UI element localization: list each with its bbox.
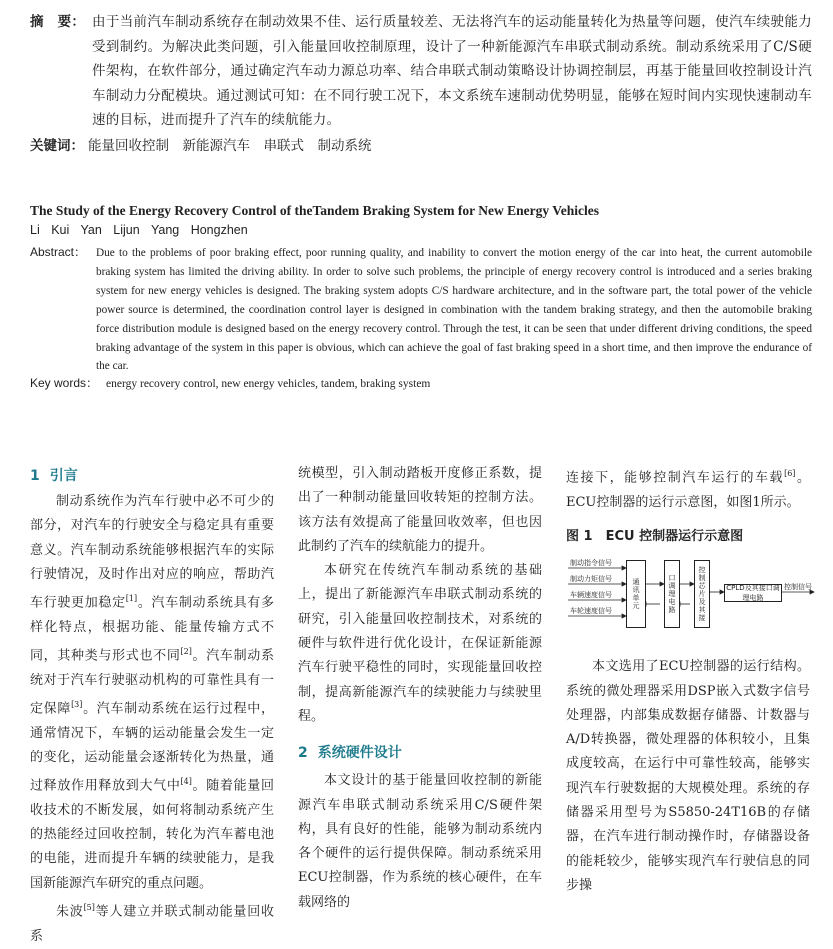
cn-abstract	[30, 10, 812, 133]
text-run: 。汽车制动系统对于汽车行驶驱动机构的可靠性具有一定保障	[30, 648, 274, 717]
text-run: 。随着能量回收技术的不断发展，如何将制动系统产生的热能经过回收控制，转化为汽车蓄电池的电能，进而提升车辆的续驶能力，是我国新能源汽车研究的重点问题。	[30, 778, 274, 891]
en-abstract-text: Due to the problems of poor braking effect, poor running quality, and inability to convert the motion energy of the car into heat, the current automobile braking system has limited the driving ability. In order to solve such problems, the principle of energy recovery control is introduced and a series braking system for new energy vehicles is designed. The braking system adopts C/S hardware architecture, and in the software part, the total power of the vehicle power source is determined, the coordination control layer is designed in combination with the tandem braking strategy, and then the automobile braking force distribution module is designed based on the energy recovery control. Through the test, it can be seen that under different driving conditions, the speed braking advantage of the system in this paper is obvious, which can achieve the goal of fast braking speed in a short time, and then improve the endurance of the car.	[96, 247, 812, 373]
citation: [2]	[180, 647, 192, 657]
section-2-title: 系统硬件设计	[317, 745, 402, 762]
en-abstract	[30, 243, 812, 376]
paragraph-continued	[566, 462, 810, 515]
paragraph-continued: 统模型，引入制动踏板开度修正系数，提出了一种制动能量回收转矩的控制方法。该方法有效提高了能量回收效率，但也因此制约了汽车的续航能力的提升。	[298, 466, 542, 554]
column-2	[298, 462, 542, 915]
cn-keywords-value: 能量回收控制 新能源汽车 串联式 制动系统	[88, 138, 372, 154]
figure-1-title: 图 1 ECU 控制器运行示意图	[566, 528, 744, 544]
column-1	[30, 462, 274, 949]
section-1-paragraph-2	[30, 896, 274, 949]
section-2-number: 2	[298, 745, 308, 762]
section-1-number: 1	[30, 468, 40, 484]
paragraph: 本研究在传统汽车制动系统的基础上，提出了新能源汽车串联式制动系统的研究，引入能量回收控制技术，对系统的硬件与软件进行优化设计，在保证新能源汽车行驶平稳性的同时，实现能量回收控制，提高新能源汽车的续驶能力与续驶里程。	[298, 563, 542, 724]
section-1-paragraph-1	[30, 490, 274, 896]
cn-abstract-text: 由于当前汽车制动系统存在制动效果不佳、运行质量较差、无法将汽车的运动能量转化为热量等问题，使汽车续驶能力受到制约。为解决此类问题，引入能量回收控制原理，设计了一种新能源汽车串联式制动系统。制动系统采用了C/S硬件架构，在软件部分，通过确定汽车动力源总功率、结合串联式制动策略设计协调控制层，再基于能量回收控制设计汽车制动力分配模块。通过测试可知：在不同行驶工况下，本文系统车速制动优势明显，能够在短时间内实现快速制动车速的目标，进而提升了汽车的续航能力。	[92, 14, 812, 128]
section-2-paragraph-1: 本文设计的基于能量回收控制的新能源汽车串联式制动系统采用C/S硬件架构，具有良好的性能，能够为制动系统内各个硬件的运行提供保障。制动系统采用ECU控制器，作为系统的核心硬件，在车载网络的	[298, 773, 542, 910]
en-title: The Study of the Energy Recovery Control of theTandem Braking System for New Energy Vehicles	[30, 203, 599, 218]
citation: [4]	[180, 777, 192, 787]
input-signal-label: 车轮速度信号	[570, 607, 612, 615]
cn-keywords	[30, 134, 372, 154]
output-signal-label: 控制信号	[784, 583, 812, 591]
column-3	[566, 462, 810, 898]
citation: [1]	[125, 594, 138, 604]
cn-keywords-label: 关键词：	[30, 138, 84, 154]
text-run: 。汽车制动系统具有多样化特点，根据功能、能量传输方式不同，其种类与形式也不同	[30, 595, 274, 664]
interface-circuit-box: 口调理电路	[664, 560, 680, 628]
cn-abstract-label: 摘 要：	[30, 14, 86, 30]
citation: [5]	[83, 903, 95, 913]
text-run: 。ECU控制器的运行示意图，如图1所示。	[566, 470, 810, 510]
section-1-heading	[30, 462, 274, 490]
en-abstract-label: Abstract：	[30, 245, 87, 259]
section-1-title: 引言	[49, 468, 78, 484]
en-keywords	[30, 374, 430, 391]
en-authors: Li Kui Yan Lijun Yang Hongzhen	[30, 223, 248, 237]
en-keywords-value: energy recovery control, new energy vehicles, tandem, braking system	[106, 378, 431, 390]
input-signal-label: 制动力矩信号	[570, 575, 612, 583]
comm-unit-box: 通讯单元	[626, 560, 646, 628]
text-run: 朱波	[56, 904, 84, 920]
input-signal-label: 制动指令信号	[570, 559, 612, 567]
figure-1-diagram	[566, 556, 816, 632]
citation: [6]	[784, 469, 796, 478]
citation: [3]	[71, 700, 83, 710]
paragraph: 本文选用了ECU控制器的运行结构。系统的微处理器采用DSP嵌入式数字信号处理器，内部集成数据存储器、计数器与A/D转换器，微处理器的体积较小，且集成度较高，在运行中可靠性较高，能够实现汽车行驶数据的大规模处理。系统的存储器采用型号为S5850-24T16B的存储器，在汽车进行制动操作时，存储器设备的能耗较少，能够实现汽车行驶信息的同步操	[566, 659, 810, 893]
control-chip-box: 控制芯片及其接	[694, 560, 710, 628]
text-run: 。汽车制动系统在运行过程中，通常情况下，车辆的运动能量会发生一定的变化，运动能量会逐渐转化为热量，通过释放作用释放到大气中	[30, 701, 274, 794]
input-signal-label: 车辆速度信号	[570, 591, 612, 599]
text-run: 等人建立并联式制动能量回收系	[30, 904, 274, 944]
text-run: 制动系统作为汽车行驶中必不可少的部分，对汽车的行驶安全与稳定具有重要意义。汽车制动系统能够根据汽车的实际行驶情况，及时作出对应的响应，帮助汽车行驶更加稳定	[30, 494, 274, 611]
section-2-heading	[298, 739, 542, 767]
en-keywords-label: Key words：	[30, 376, 99, 390]
cpld-box: CPLD及其接口调理电路	[724, 584, 782, 602]
text-run: 连接下，能够控制汽车运行的车载	[566, 470, 785, 486]
